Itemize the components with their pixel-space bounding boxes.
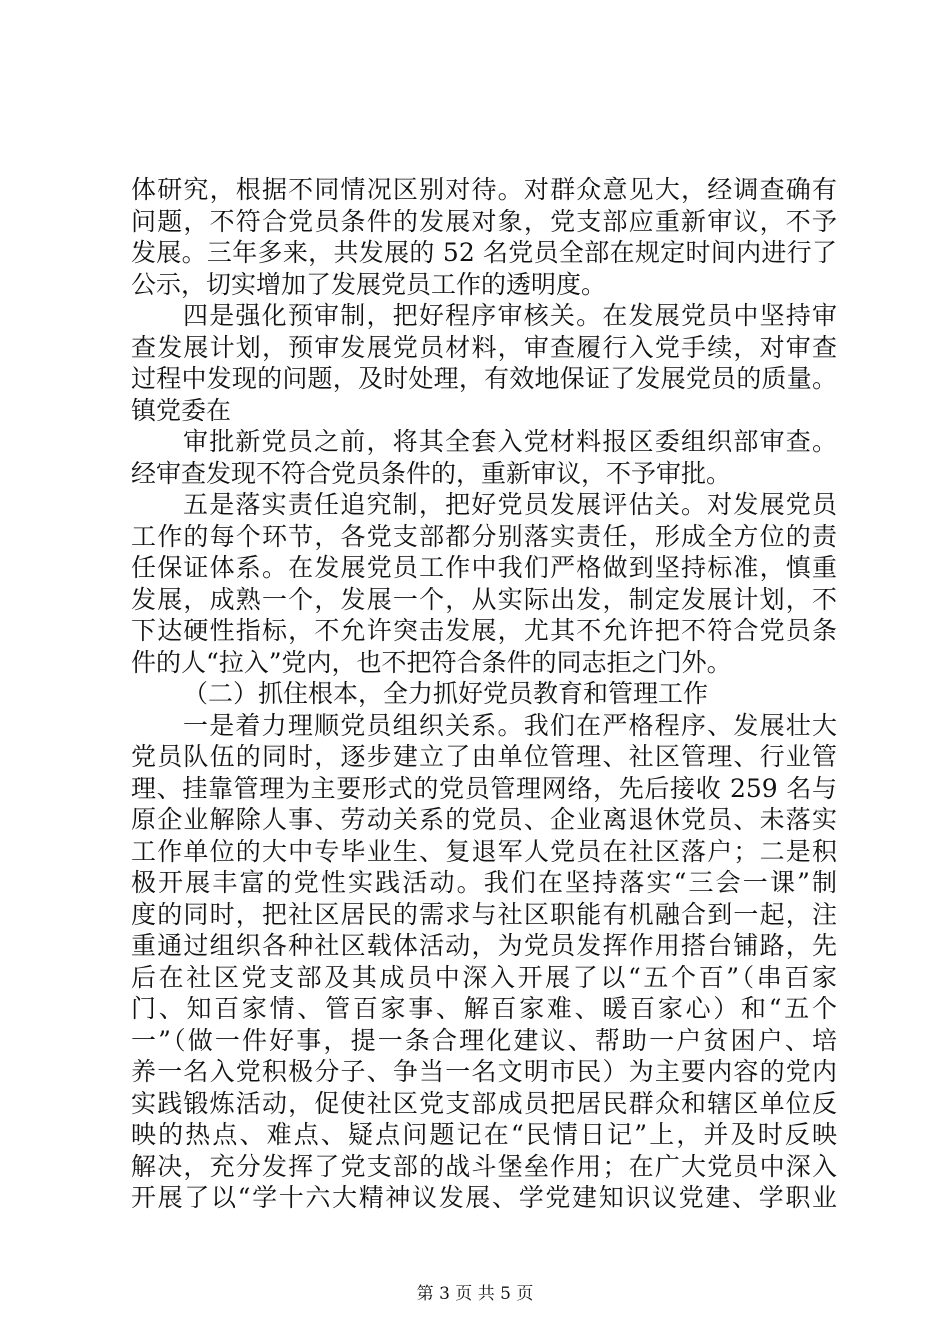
text-line: 镇党委在: [131, 395, 232, 425]
text-line: 公示，切实增加了发展党员工作的透明度。: [131, 269, 607, 299]
document-body: [131, 174, 837, 1214]
text-line: 五是落实责任追究制，把好党员发展评估关。对发展党员: [183, 490, 837, 519]
text-line: 经审查发现不符合党员条件的，重新审议，不予审批。: [131, 458, 732, 488]
text-line: 理、挂靠管理为主要形式的党员管理网络，先后接收 259 名与: [131, 773, 837, 803]
text-line: 开展了以“学十六大精神议发展、学党建知识议党建、学职业: [131, 1183, 837, 1212]
text-line: 体研究，根据不同情况区别对待。对群众意见大，经调查确有: [131, 175, 837, 204]
text-line: 养一名入党积极分子、争当一名文明市民）为主要内容的党内: [131, 1057, 837, 1086]
text-line: 映的热点、难点、疑点问题记在“民情日记”上，并及时反映: [131, 1120, 837, 1149]
text-line: 党员队伍的同时，逐步建立了由单位管理、社区管理、行业管: [131, 742, 837, 771]
text-line: （二）抓住根本，全力抓好党员教育和管理工作: [183, 679, 709, 708]
text-line: 一”（做一件好事，提一条合理化建议、帮助一户贫困户、培: [131, 1025, 837, 1055]
page-footer: 第 3 页 共 5 页: [416, 1284, 534, 1304]
text-line: 问题，不符合党员条件的发展对象，党支部应重新审议，不予: [131, 206, 837, 236]
text-line: 一是着力理顺党员组织关系。我们在严格程序、发展壮大: [183, 710, 837, 740]
text-line: 审批新党员之前，将其全套入党材料报区委组织部审查。: [183, 427, 837, 456]
text-line: 度的同时，把社区居民的需求与社区职能有机融合到一起，注: [131, 899, 837, 929]
text-line: 查发展计划，预审发展党员材料，审查履行入党手续，对审查: [131, 332, 837, 362]
text-line: 门、知百家情、管百家事、解百家难、暖百家心）和“五个: [131, 994, 837, 1023]
text-line: 发展，成熟一个，发展一个，从实际出发，制定发展计划，不: [131, 584, 837, 614]
text-line: 后在社区党支部及其成员中深入开展了以“五个百”（串百家: [131, 962, 837, 992]
text-line: 原企业解除人事、劳动关系的党员、企业离退休党员、未落实: [131, 805, 837, 834]
text-line: 发展。三年多来，共发展的 52 名党员全部在规定时间内进行了: [131, 238, 837, 267]
text-line: 实践锻炼活动，促使社区党支部成员把居民群众和辖区单位反: [131, 1088, 837, 1118]
text-line: 工作单位的大中专毕业生、复退军人党员在社区落户；二是积: [131, 836, 837, 866]
text-line: 件的人“拉入”党内，也不把符合条件的同志拒之门外。: [131, 647, 732, 677]
text-line: 极开展丰富的党性实践活动。我们在坚持落实“三会一课”制: [131, 868, 837, 897]
text-line: 四是强化预审制，把好程序审核关。在发展党员中坚持审: [183, 301, 837, 330]
text-line: 工作的每个环节，各党支部都分别落实责任，形成全方位的责: [131, 521, 837, 551]
text-line: 过程中发现的问题，及时处理，有效地保证了发展党员的质量。: [131, 364, 837, 393]
text-line: 解决，充分发挥了党支部的战斗堡垒作用；在广大党员中深入: [131, 1151, 837, 1181]
text-line: 任保证体系。在发展党员工作中我们严格做到坚持标准，慎重: [131, 553, 837, 582]
text-line: 下达硬性指标，不允许突击发展，尤其不允许把不符合党员条: [131, 616, 837, 645]
text-line: 重通过组织各种社区载体活动，为党员发挥作用搭台铺路，先: [131, 931, 837, 960]
